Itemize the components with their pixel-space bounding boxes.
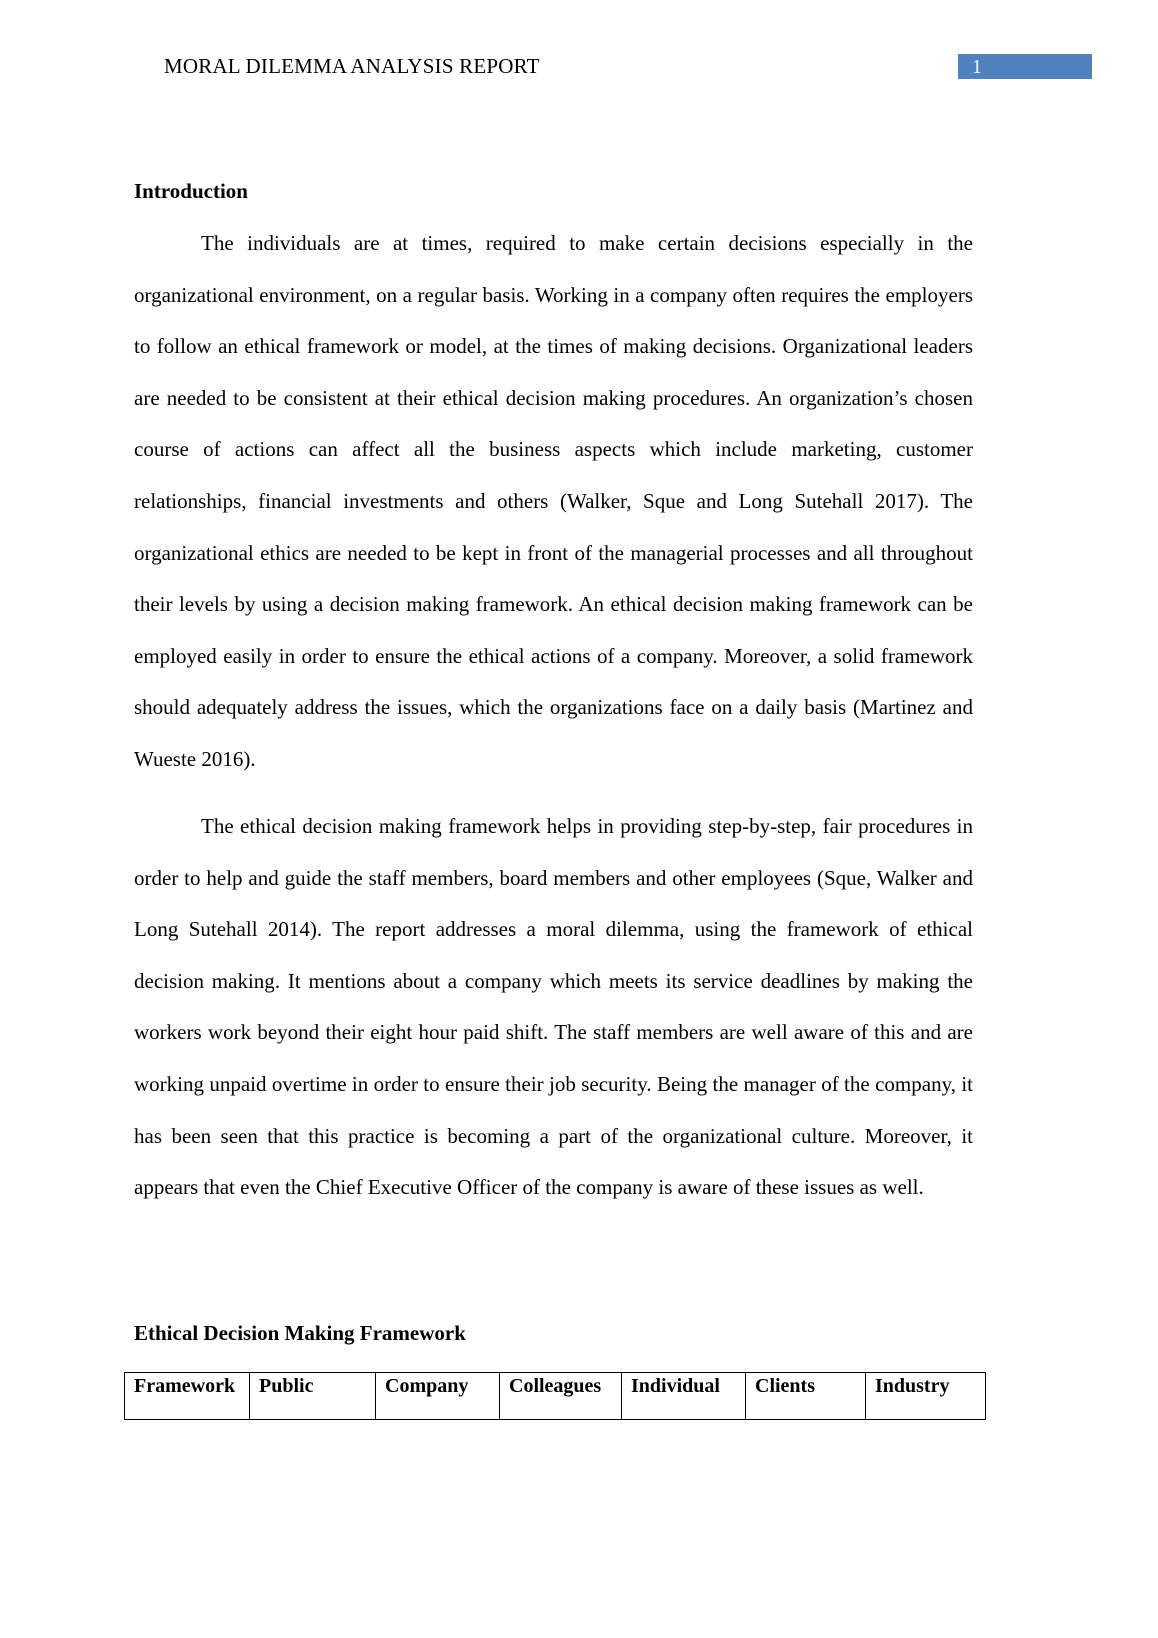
paragraph: The individuals are at times, required to make certain decisions especially in the organizational environment, on a regular basis. Working in a company often requires the employers to follow an ethical framework or model, at the times of making decisions. Organizational leaders are needed to be consistent at their ethical decision making procedures. An organization’s chosen course of actions can affect all the business aspects which include marketing, customer relationships, financial investments and others (Walker, Sque and Long Sutehall 2017). The organizational ethics are needed to be kept in front of the managerial processes and all throughout their levels by using a decision making framework. An ethical decision making framework can be employed easily in order to ensure the ethical actions of a company. Moreover, a solid framework should adequately address the issues, which the organizations face on a daily basis (Martinez and Wueste 2016). xyxy=(134,231,973,771)
table-header-cell: Industry xyxy=(866,1373,986,1420)
table-header-cell: Colleagues xyxy=(500,1373,622,1420)
table-header-cell: Individual xyxy=(622,1373,746,1420)
table-header-cell: Framework xyxy=(125,1373,250,1420)
table-header-cell: Clients xyxy=(746,1373,866,1420)
page-number: 1 xyxy=(958,54,1092,79)
heading-framework: Ethical Decision Making Framework xyxy=(134,1321,466,1345)
paragraph: The ethical decision making framework helps in providing step-by-step, fair procedures in order to help and guide the staff members, board members and other employees (Sque, Walker and Long Sutehall 2014). The report addresses a moral dilemma, using the framework of ethical decision making. It mentions about a company which meets its service deadlines by making the workers work beyond their eight hour paid shift. The staff members are well aware of this and are working unpaid overtime in order to ensure their job security. Being the manager of the company, it has been seen that this practice is becoming a part of the organizational culture. Moreover, it appears that even the Chief Executive Officer of the company is aware of these issues as well. xyxy=(134,814,973,1200)
table-header-row xyxy=(125,1373,986,1420)
running-header: MORAL DILEMMA ANALYSIS REPORT xyxy=(164,54,540,78)
table-header-cell: Public xyxy=(250,1373,376,1420)
framework-table xyxy=(124,1372,986,1420)
heading-introduction: Introduction xyxy=(134,179,248,203)
table-header-cell: Company xyxy=(376,1373,500,1420)
